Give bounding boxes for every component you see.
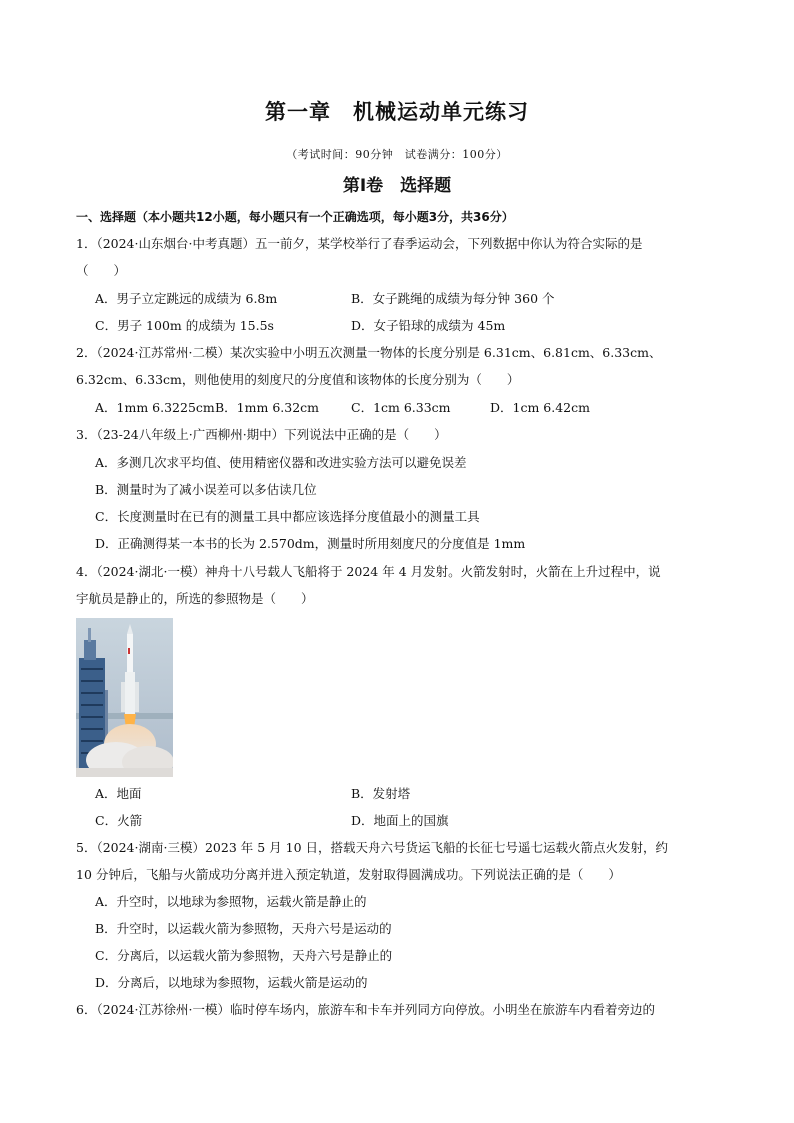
q1-stem-line2: （ ） bbox=[76, 263, 127, 278]
q4-option-c: C．火箭 bbox=[95, 813, 143, 828]
q1-option-d: D．女子铅球的成绩为 45m bbox=[351, 318, 506, 333]
volume-heading: 第Ⅰ卷 选择题 bbox=[342, 176, 452, 196]
q3-option-b: B．测量时为了减小误差可以多估读几位 bbox=[95, 482, 317, 497]
q3-stem-line1: 3．（23-24八年级上·广西柳州·期中）下列说法中正确的是（ ） bbox=[76, 427, 447, 442]
q1-option-c: C．男子 100m 的成绩为 15.5s bbox=[95, 318, 274, 333]
rocket-launch-photo bbox=[76, 618, 173, 777]
q3-option-a: A．多测几次求平均值、使用精密仪器和改进实验方法可以避免误差 bbox=[95, 455, 467, 470]
q2-stem-line2: 6.32cm、6.33cm，则他使用的刻度尺的分度值和该物体的长度分别为（ ） bbox=[76, 372, 520, 387]
exam-info: （考试时间：90分钟 试卷满分：100分） bbox=[286, 148, 508, 161]
q4-option-a: A．地面 bbox=[95, 786, 142, 801]
q2-option-d: D．1cm 6.42cm bbox=[490, 400, 590, 415]
q2-option-c: C．1cm 6.33cm bbox=[351, 400, 451, 415]
q3-option-d: D．正确测得某一本书的长为 2.570dm，测量时所用刻度尺的分度值是 1mm bbox=[95, 536, 526, 551]
q1-option-a: A．男子立定跳远的成绩为 6.8m bbox=[95, 291, 278, 306]
page-title: 第一章 机械运动单元练习 bbox=[265, 100, 529, 124]
q2-stem-line1: 2．（2024·江苏常州·二模）某次实验中小明五次测量一物体的长度分别是 6.31cm、6.81cm、6.33cm、 bbox=[76, 345, 662, 360]
q2-option-b: B．1mm 6.32cm bbox=[215, 400, 320, 415]
q2-option-a: A．1mm 6.3225cm bbox=[95, 400, 215, 415]
q4-stem-line2: 宇航员是静止的，所选的参照物是（ ） bbox=[76, 591, 314, 606]
q5-option-b: B．升空时，以运载火箭为参照物，天舟六号是运动的 bbox=[95, 921, 392, 936]
section-heading: 一、选择题（本小题共12小题，每小题只有一个正确选项，每小题3分，共36分） bbox=[76, 210, 514, 224]
q5-option-a: A．升空时，以地球为参照物，运载火箭是静止的 bbox=[95, 894, 367, 909]
q4-option-b: B．发射塔 bbox=[351, 786, 411, 801]
q4-option-d: D．地面上的国旗 bbox=[351, 813, 449, 828]
q5-stem-line2: 10 分钟后，飞船与火箭成功分离并进入预定轨道，发射取得圆满成功。下列说法正确的是（ ） bbox=[76, 867, 621, 882]
q5-option-d: D．分离后，以地球为参照物，运载火箭是运动的 bbox=[95, 975, 368, 990]
q4-stem-line1: 4．（2024·湖北·一模）神舟十八号载人飞船将于 2024 年 4 月发射。火箭发射时，火箭在上升过程中，说 bbox=[76, 564, 661, 579]
q5-option-c: C．分离后，以运载火箭为参照物，天舟六号是静止的 bbox=[95, 948, 393, 963]
q5-stem-line1: 5．（2024·湖南·三模）2023 年 5 月 10 日，搭载天舟六号货运飞船的长征七号遥七运载火箭点火发射，约 bbox=[76, 840, 669, 855]
q1-stem-line1: 1．（2024·山东烟台·中考真题）五一前夕，某学校举行了春季运动会，下列数据中你认为符合实际的是 bbox=[76, 236, 643, 251]
q1-option-b: B．女子跳绳的成绩为每分钟 360 个 bbox=[351, 291, 555, 306]
q3-option-c: C．长度测量时在已有的测量工具中都应该选择分度值最小的测量工具 bbox=[95, 509, 480, 524]
q6-stem-line1: 6．（2024·江苏徐州·一模）临时停车场内，旅游车和卡车并列同方向停放。小明坐在旅游车内看着旁边的 bbox=[76, 1002, 655, 1017]
